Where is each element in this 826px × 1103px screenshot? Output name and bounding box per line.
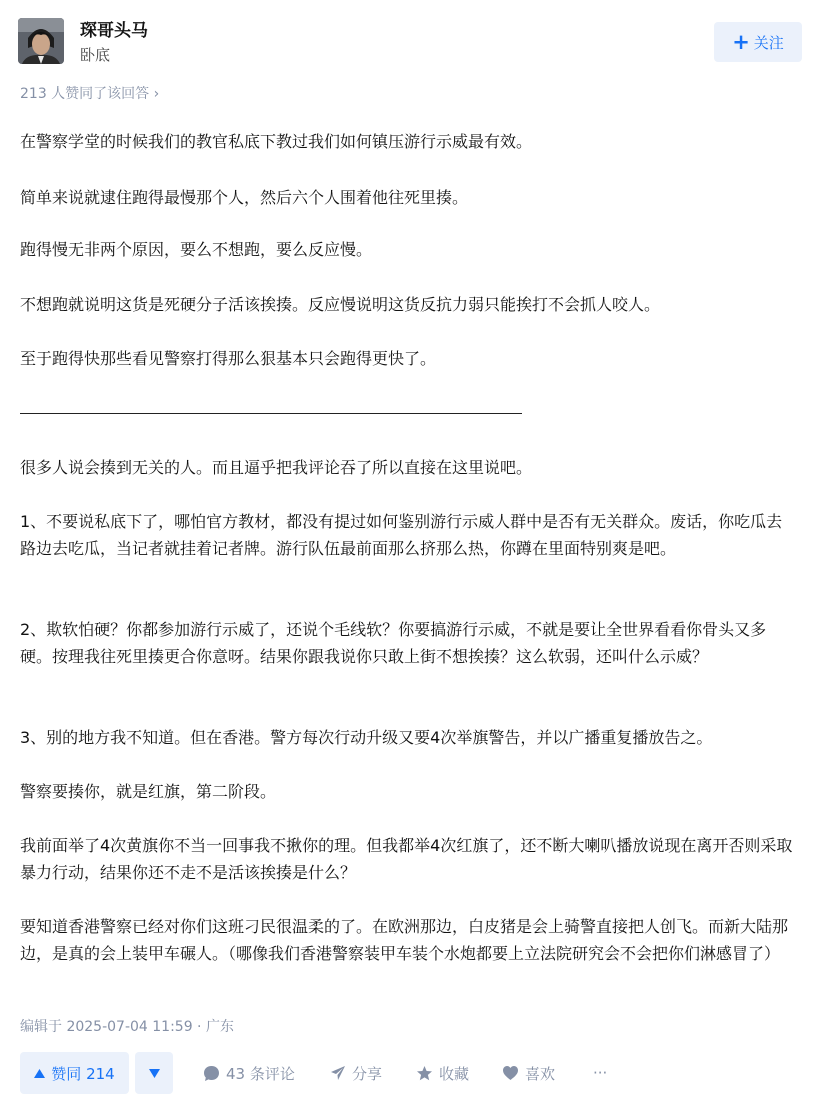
heart-icon: [502, 1065, 519, 1081]
paragraph: 至于跑得快那些看见警察打得那么狠基本只会跑得更快了。: [20, 349, 437, 368]
paragraph: 很多人说会揍到无关的人。而且逼乎把我评论吞了所以直接在这里说吧。: [20, 458, 533, 477]
triangle-down-icon: [149, 1069, 160, 1078]
paragraph: 3、别的地方我不知道。但在香港。警方每次行动升级又要4次举旗警告，并以广播重复播放告之。: [20, 728, 713, 747]
share-icon: [330, 1065, 346, 1081]
downvote-button[interactable]: [135, 1052, 173, 1094]
comment-icon: [203, 1065, 220, 1082]
collect-button[interactable]: [416, 1052, 469, 1094]
upvote-summary-link[interactable]: 213 人赞同了该回答 ›: [20, 86, 160, 102]
more-button[interactable]: [593, 1052, 607, 1094]
answer-header: [18, 15, 802, 67]
divider-line: [20, 413, 522, 414]
avatar[interactable]: [18, 18, 64, 64]
comments-label: 43 条评论: [226, 1064, 295, 1083]
comments-button[interactable]: [203, 1052, 295, 1094]
paragraph: 要知道香港警察已经对你们这班刁民很温柔的了。在欧洲那边，白皮猪是会上骑警直接把人创飞。而新大陆那边，是真的会上装甲车碾人。（哪像我们香港警察装甲车装个水炮都要上立法院研究会不会把你们淋感冒了）: [20, 917, 789, 963]
upvote-label: 赞同 214: [51, 1064, 115, 1083]
avatar-image: [18, 18, 64, 64]
follow-button[interactable]: [714, 22, 802, 62]
triangle-up-icon: [34, 1069, 45, 1078]
like-label: 喜欢: [525, 1064, 556, 1083]
paragraph: 不想跑就说明这货是死硬分子活该挨揍。反应慢说明这货反抗力弱只能挨打不会抓人咬人。: [20, 295, 661, 314]
paragraph: 我前面举了4次黄旗你不当一回事我不揪你的理。但我都举4次红旗了，还不断大喇叭播放说现在离开否则采取暴力行动，结果你还不走不是活该挨揍是什么？: [20, 836, 793, 882]
paragraph: 简单来说就逮住跑得最慢那个人，然后六个人围着他往死里揍。: [20, 188, 469, 207]
collect-label: 收藏: [439, 1064, 470, 1083]
like-button[interactable]: [502, 1052, 555, 1094]
author-name[interactable]: 琛哥头马: [80, 21, 148, 41]
action-bar: [20, 1052, 810, 1094]
more-icon: ···: [593, 1064, 608, 1082]
share-label: 分享: [352, 1064, 383, 1083]
paragraph: 2、欺软怕硬？你都参加游行示威了，还说个毛线软？你要搞游行示威，不就是要让全世界看看你骨头又多硬。按理我往死里揍更合你意呀。结果你跟我说你只敢上街不想挨揍？这么软弱，还叫什么示威？: [20, 620, 767, 666]
follow-label: 关注: [753, 33, 784, 52]
paragraph: 跑得慢无非两个原因，要么不想跑，要么反应慢。: [20, 240, 373, 259]
author-bio: 卧底: [80, 46, 111, 64]
paragraph: 在警察学堂的时候我们的教官私底下教过我们如何镇压游行示威最有效。: [20, 132, 533, 151]
share-button[interactable]: [330, 1052, 382, 1094]
plus-icon: +: [732, 29, 750, 54]
star-icon: [416, 1065, 433, 1082]
upvote-button[interactable]: [20, 1052, 129, 1094]
paragraph: 警察要揍你，就是红旗，第二阶段。: [20, 782, 277, 801]
paragraph: 1、不要说私底下了，哪怕官方教材，都没有提过如何鉴别游行示威人群中是否有无关群众。废话，你吃瓜去路边去吃瓜，当记者就挂着记者牌。游行队伍最前面那么挤那么热，你蹲在里面特别爽是吧。: [20, 512, 783, 558]
edit-info: 编辑于 2025-07-04 11:59 · 广东: [20, 1019, 234, 1035]
